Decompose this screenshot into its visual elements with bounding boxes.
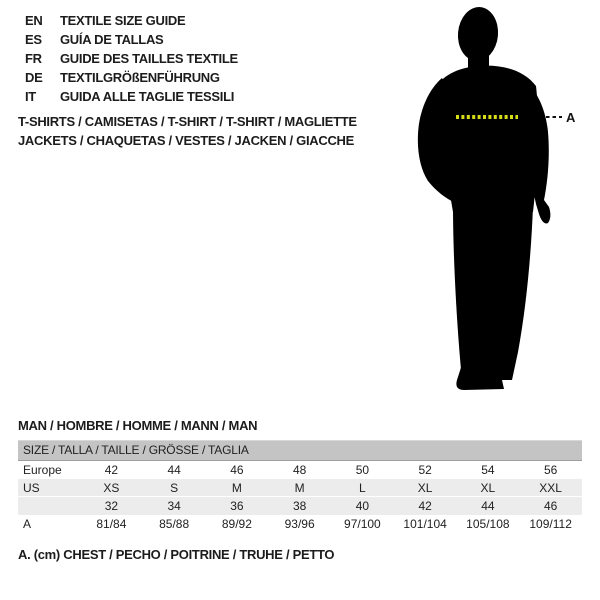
- language-row-es: [25, 30, 238, 49]
- table-cell: 46: [230, 463, 244, 477]
- measure-label-a: A: [566, 110, 576, 125]
- table-cell: L: [359, 481, 366, 495]
- table-cell: 109/112: [529, 517, 572, 531]
- category-line-tshirts: T-SHIRTS / CAMISETAS / T-SHIRT / T-SHIRT / MAGLIETTE: [18, 114, 357, 129]
- table-row-numeric: [18, 497, 582, 515]
- table-cell: XL: [480, 481, 496, 495]
- measurement-footnote: A. (cm) CHEST / PECHO / POITRINE / TRUHE / PETTO: [18, 547, 335, 562]
- row-label: Europe: [23, 463, 62, 477]
- table-row-europe: [18, 461, 582, 479]
- table-cell: XL: [417, 481, 433, 495]
- table-cell: 101/104: [403, 517, 447, 531]
- man-silhouette: [390, 0, 600, 410]
- table-cell: 50: [355, 463, 370, 477]
- table-cell: 42: [104, 463, 119, 477]
- category-heading: [18, 112, 357, 150]
- table-row-us: [18, 479, 582, 497]
- table-cell: 52: [418, 463, 432, 477]
- language-label: GUIDE DES TAILLES TEXTILE: [60, 51, 238, 66]
- silhouette-legs: [453, 206, 533, 380]
- language-label: TEXTILGRÖßENFÜHRUNG: [60, 70, 220, 85]
- language-code: EN: [25, 13, 43, 28]
- language-row-it: [25, 87, 238, 106]
- table-cell: 46: [543, 499, 558, 513]
- language-code: ES: [25, 32, 42, 47]
- row-label: [18, 497, 80, 515]
- table-cell: 56: [543, 463, 558, 477]
- table-cell: 42: [418, 499, 432, 513]
- table-cell: 93/96: [284, 517, 315, 531]
- table-cell: 85/88: [159, 517, 190, 531]
- language-row-de: [25, 68, 238, 87]
- language-code: DE: [25, 70, 43, 85]
- language-code: FR: [25, 51, 42, 66]
- table-cell: 32: [104, 499, 119, 513]
- language-label: GUIDA ALLE TAGLIE TESSILI: [60, 89, 235, 104]
- language-label: TEXTILE SIZE GUIDE: [60, 13, 186, 28]
- silhouette-foot: [456, 358, 504, 390]
- table-cell: 97/100: [344, 517, 381, 531]
- table-cell: 34: [167, 499, 181, 513]
- language-label: GUÍA DE TALLAS: [60, 32, 164, 47]
- table-cell: 48: [292, 463, 307, 477]
- table-cell: 38: [292, 499, 307, 513]
- table-cell: XXL: [539, 481, 562, 495]
- language-row-en: [25, 11, 238, 30]
- table-cell: M: [294, 481, 305, 495]
- table-cell: 44: [167, 463, 181, 477]
- language-guide-list: [25, 11, 238, 106]
- table-cell: 81/84: [96, 517, 127, 531]
- language-row-fr: [25, 49, 238, 68]
- table-cell: 105/108: [466, 517, 510, 531]
- table-cell: S: [170, 481, 179, 495]
- language-code: IT: [25, 89, 36, 104]
- table-cell: 36: [230, 499, 244, 513]
- table-cell: 44: [481, 499, 495, 513]
- table-cell: 54: [481, 463, 495, 477]
- table-cell: M: [231, 481, 242, 495]
- section-title-man: MAN / HOMBRE / HOMME / MANN / MAN: [18, 418, 258, 433]
- table-row-chest-a: [18, 515, 582, 533]
- category-line-jackets: JACKETS / CHAQUETAS / VESTES / JACKEN / GIACCHE: [18, 133, 354, 148]
- table-cell: 40: [355, 499, 370, 513]
- row-label: US: [23, 481, 40, 495]
- silhouette-neck: [468, 48, 489, 68]
- row-label: A: [23, 517, 32, 531]
- table-cell: XS: [103, 481, 120, 495]
- size-table-header: SIZE / TALLA / TAILLE / GRÖSSE / TAGLIA: [18, 441, 582, 461]
- table-cell: 89/92: [221, 517, 252, 531]
- size-table: [18, 440, 582, 533]
